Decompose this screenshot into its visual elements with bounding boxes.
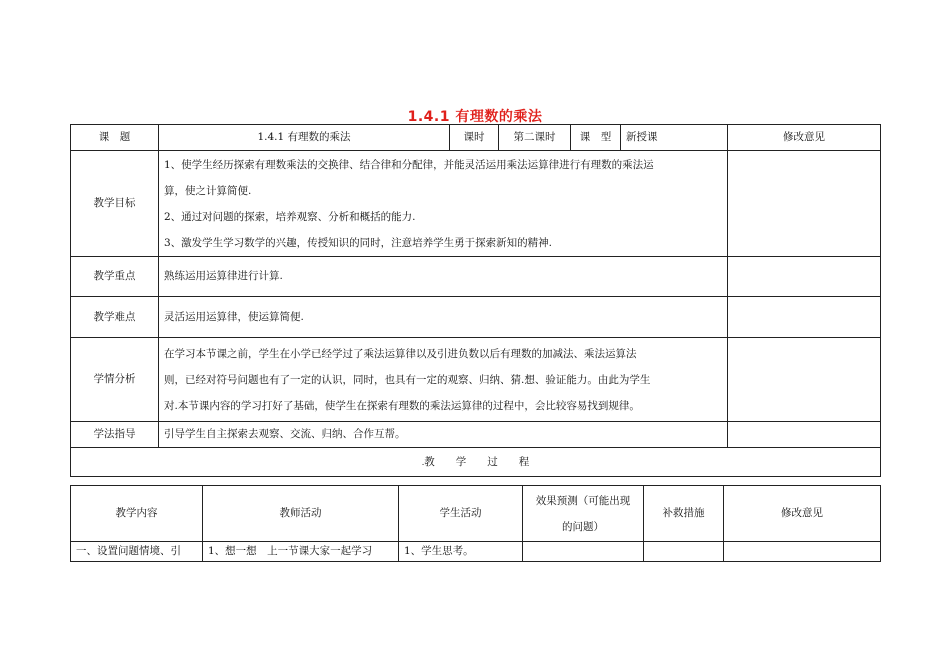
objectives-line: 1、使学生经历探索有理数乘法的交换律、结合律和分配律，并能灵活运用乘法运算律进行有理数的乘法运 <box>164 158 654 171</box>
lesson-value: 1.4.1 有理数的乘法 <box>159 125 450 151</box>
objectives-content <box>159 151 728 257</box>
lesson-label: 课 题 <box>71 125 159 151</box>
process-header-remedy: 补救措施 <box>644 486 724 542</box>
page-title: 1.4.1 有理数的乘法 <box>407 109 543 125</box>
process-dot: . <box>421 457 425 467</box>
process-header-student: 学生活动 <box>399 486 523 542</box>
objectives-line: 2、通过对问题的探索，培养观察、分析和概括的能力. <box>164 210 416 223</box>
process-header-effect <box>523 486 644 542</box>
effect-header-line: 的问题） <box>562 520 604 533</box>
key-points-text: 熟练运用运算律进行计算. <box>159 257 728 297</box>
process-row-remedy <box>644 542 724 562</box>
process-row-effect <box>523 542 644 562</box>
difficulties-label: 教学难点 <box>71 297 159 338</box>
period-label: 课时 <box>450 125 499 151</box>
objectives-revision-cell <box>728 151 881 257</box>
process-row-teacher: 1、想一想 上一节课大家一起学习 <box>203 542 399 562</box>
process-title: 教 学 过 程 <box>424 455 530 468</box>
process-table <box>70 485 881 562</box>
method-label: 学法指导 <box>71 422 159 448</box>
analysis-line: 则，已经对符号问题也有了一定的认识，同时，也具有一定的观察、归纳、猜.想、验证能力。由此为学生 <box>164 373 651 386</box>
process-header-revision: 修改意见 <box>724 486 881 542</box>
analysis-line: 对.本节课内容的学习打好了基础，使学生在探索有理数的乘法运算律的过程中，会比较容易找到规律。 <box>164 399 640 412</box>
difficulties-revision-cell <box>728 297 881 338</box>
effect-header-line: 效果预测（可能出现 <box>535 494 631 507</box>
period-value: 第二课时 <box>499 125 571 151</box>
key-points-revision-cell <box>728 257 881 297</box>
process-row-student: 1、学生思考。 <box>399 542 523 562</box>
process-header-content: 教学内容 <box>71 486 203 542</box>
method-text: 引导学生自主探索去观察、交流、归纳、合作互帮。 <box>159 422 728 448</box>
analysis-line: 在学习本节课之前，学生在小学已经学过了乘法运算律以及引进负数以后有理数的加减法、乘法运算法 <box>164 347 637 360</box>
analysis-revision-cell <box>728 338 881 422</box>
analysis-content <box>159 338 728 422</box>
method-revision-cell <box>728 422 881 448</box>
key-points-label: 教学重点 <box>71 257 159 297</box>
process-row-content: 一、设置问题情境、引 <box>71 542 203 562</box>
objectives-line: 算，使之计算简便. <box>164 184 252 197</box>
analysis-label: 学情分析 <box>71 338 159 422</box>
type-label: 课 型 <box>571 125 621 151</box>
revision-label: 修改意见 <box>728 125 881 151</box>
type-value: 新授课 <box>621 125 728 151</box>
objectives-line: 3、激发学生学习数学的兴趣，传授知识的同时，注意培养学生勇于探索新知的精神. <box>164 236 553 249</box>
process-header-teacher: 教师活动 <box>203 486 399 542</box>
process-title-cell <box>71 448 881 477</box>
objectives-label: 教学目标 <box>71 151 159 257</box>
difficulties-text: 灵活运用运算律，使运算简便. <box>159 297 728 338</box>
lesson-info-table <box>70 124 881 477</box>
process-row-revision <box>724 542 881 562</box>
